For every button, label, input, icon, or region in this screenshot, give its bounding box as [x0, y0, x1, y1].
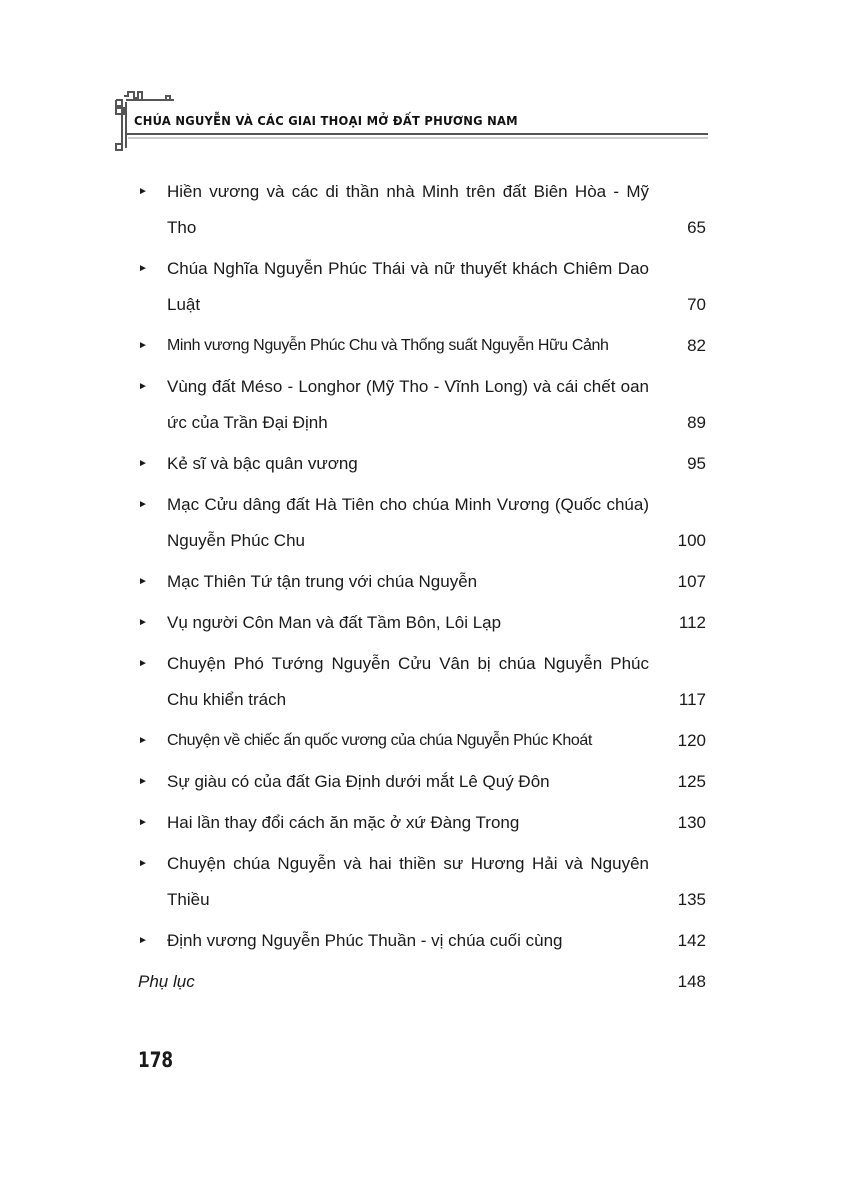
toc-entry-title: Vụ người Côn Man và đất Tầm Bôn, Lôi Lạp: [167, 613, 502, 632]
toc-entry-page: 112: [678, 613, 706, 632]
toc-entry-title: Chuyện Phó Tướng Nguyễn Cửu Vân bị chúa Nguyễn Phúc Chu khiển trách: [167, 654, 649, 709]
toc-entry-title: Hiền vương và các di thần nhà Minh trên đất Biên Hòa - Mỹ Tho: [167, 182, 649, 237]
toc-entry-title: Chuyện chúa Nguyễn và hai thiền sư Hương Hải và Nguyên Thiều: [167, 854, 649, 909]
toc-entry-title: Chuyện về chiếc ấn quốc vương của chúa Nguyễn Phúc Khoát: [167, 732, 592, 749]
toc-entry-title: Mạc Cửu dâng đất Hà Tiên cho chúa Minh Vương (Quốc chúa) Nguyễn Phúc Chu: [167, 495, 649, 550]
toc-entry: [138, 369, 706, 441]
toc-entry-page: 148: [677, 972, 706, 991]
toc-entry-page: 70: [687, 295, 706, 314]
toc-entry: [138, 723, 706, 759]
bullet-triangle-icon: ►: [138, 658, 148, 669]
bullet-triangle-icon: ►: [138, 935, 148, 946]
toc-entry: [138, 923, 706, 959]
toc-entry-title: Phụ lục: [138, 972, 195, 991]
toc-entry: [138, 328, 706, 364]
bullet-triangle-icon: ►: [138, 617, 148, 628]
bullet-triangle-icon: ►: [138, 340, 148, 351]
toc-entry: [138, 764, 706, 800]
toc-entry-page: 142: [677, 931, 706, 950]
toc-entry-title: Sự giàu có của đất Gia Định dưới mắt Lê Quý Đôn: [167, 772, 550, 791]
toc-entry-page: 130: [677, 813, 706, 832]
header-title: CHÚA NGUYỄN VÀ CÁC GIAI THOẠI MỞ ĐẤT PHƯƠNG NAM: [134, 113, 518, 128]
bullet-triangle-icon: ►: [138, 576, 148, 587]
toc-entry: [138, 564, 706, 600]
toc-entry-title: Vùng đất Méso - Longhor (Mỹ Tho - Vĩnh Long) và cái chết oan ức của Trần Đại Định: [167, 377, 649, 432]
toc-entry-title: Kẻ sĩ và bậc quân vương: [167, 454, 358, 473]
toc-entry: [138, 605, 706, 641]
bullet-triangle-icon: ►: [138, 186, 148, 197]
toc-entry-page: 89: [687, 413, 706, 432]
toc-entry: [138, 446, 706, 482]
toc-entry: [138, 805, 706, 841]
bullet-triangle-icon: ►: [138, 381, 148, 392]
toc-entry-title: Chúa Nghĩa Nguyễn Phúc Thái và nữ thuyết khách Chiêm Dao Luật: [167, 259, 649, 314]
bullet-triangle-icon: ►: [138, 817, 148, 828]
toc-entry-page: 135: [677, 890, 706, 909]
bullet-triangle-icon: ►: [138, 458, 148, 469]
toc-entry-title: Định vương Nguyễn Phúc Thuần - vị chúa cuối cùng: [167, 931, 563, 950]
bullet-triangle-icon: ►: [138, 263, 148, 274]
toc-entry-page: 125: [677, 772, 706, 791]
toc-entry: [138, 964, 706, 1000]
toc-entry-page: 107: [677, 572, 706, 591]
toc-entry-page: 117: [678, 690, 706, 709]
toc-entry: [138, 251, 706, 323]
bullet-triangle-icon: ►: [138, 735, 148, 746]
running-header: [112, 88, 708, 158]
toc-entry-page: 100: [677, 531, 706, 550]
toc-entry-page: 82: [687, 336, 706, 355]
bullet-triangle-icon: ►: [138, 776, 148, 787]
toc-entry-title: Hai lần thay đổi cách ăn mặc ở xứ Đàng Trong: [167, 813, 520, 832]
toc-entry-page: 65: [687, 218, 706, 237]
toc-entry-page: 120: [677, 731, 706, 750]
table-of-contents: [138, 174, 706, 1005]
toc-entry-page: 95: [687, 454, 706, 473]
toc-entry: [138, 174, 706, 246]
toc-entry: [138, 846, 706, 918]
bullet-triangle-icon: ►: [138, 858, 148, 869]
toc-entry: [138, 646, 706, 718]
bullet-triangle-icon: ►: [138, 499, 148, 510]
toc-entry-title: Mạc Thiên Tứ tận trung với chúa Nguyễn: [167, 572, 478, 591]
page-number: 178: [138, 1048, 174, 1072]
toc-entry: [138, 487, 706, 559]
toc-entry-title: Minh vương Nguyễn Phúc Chu và Thống suất Nguyễn Hữu Cảnh: [167, 337, 609, 354]
